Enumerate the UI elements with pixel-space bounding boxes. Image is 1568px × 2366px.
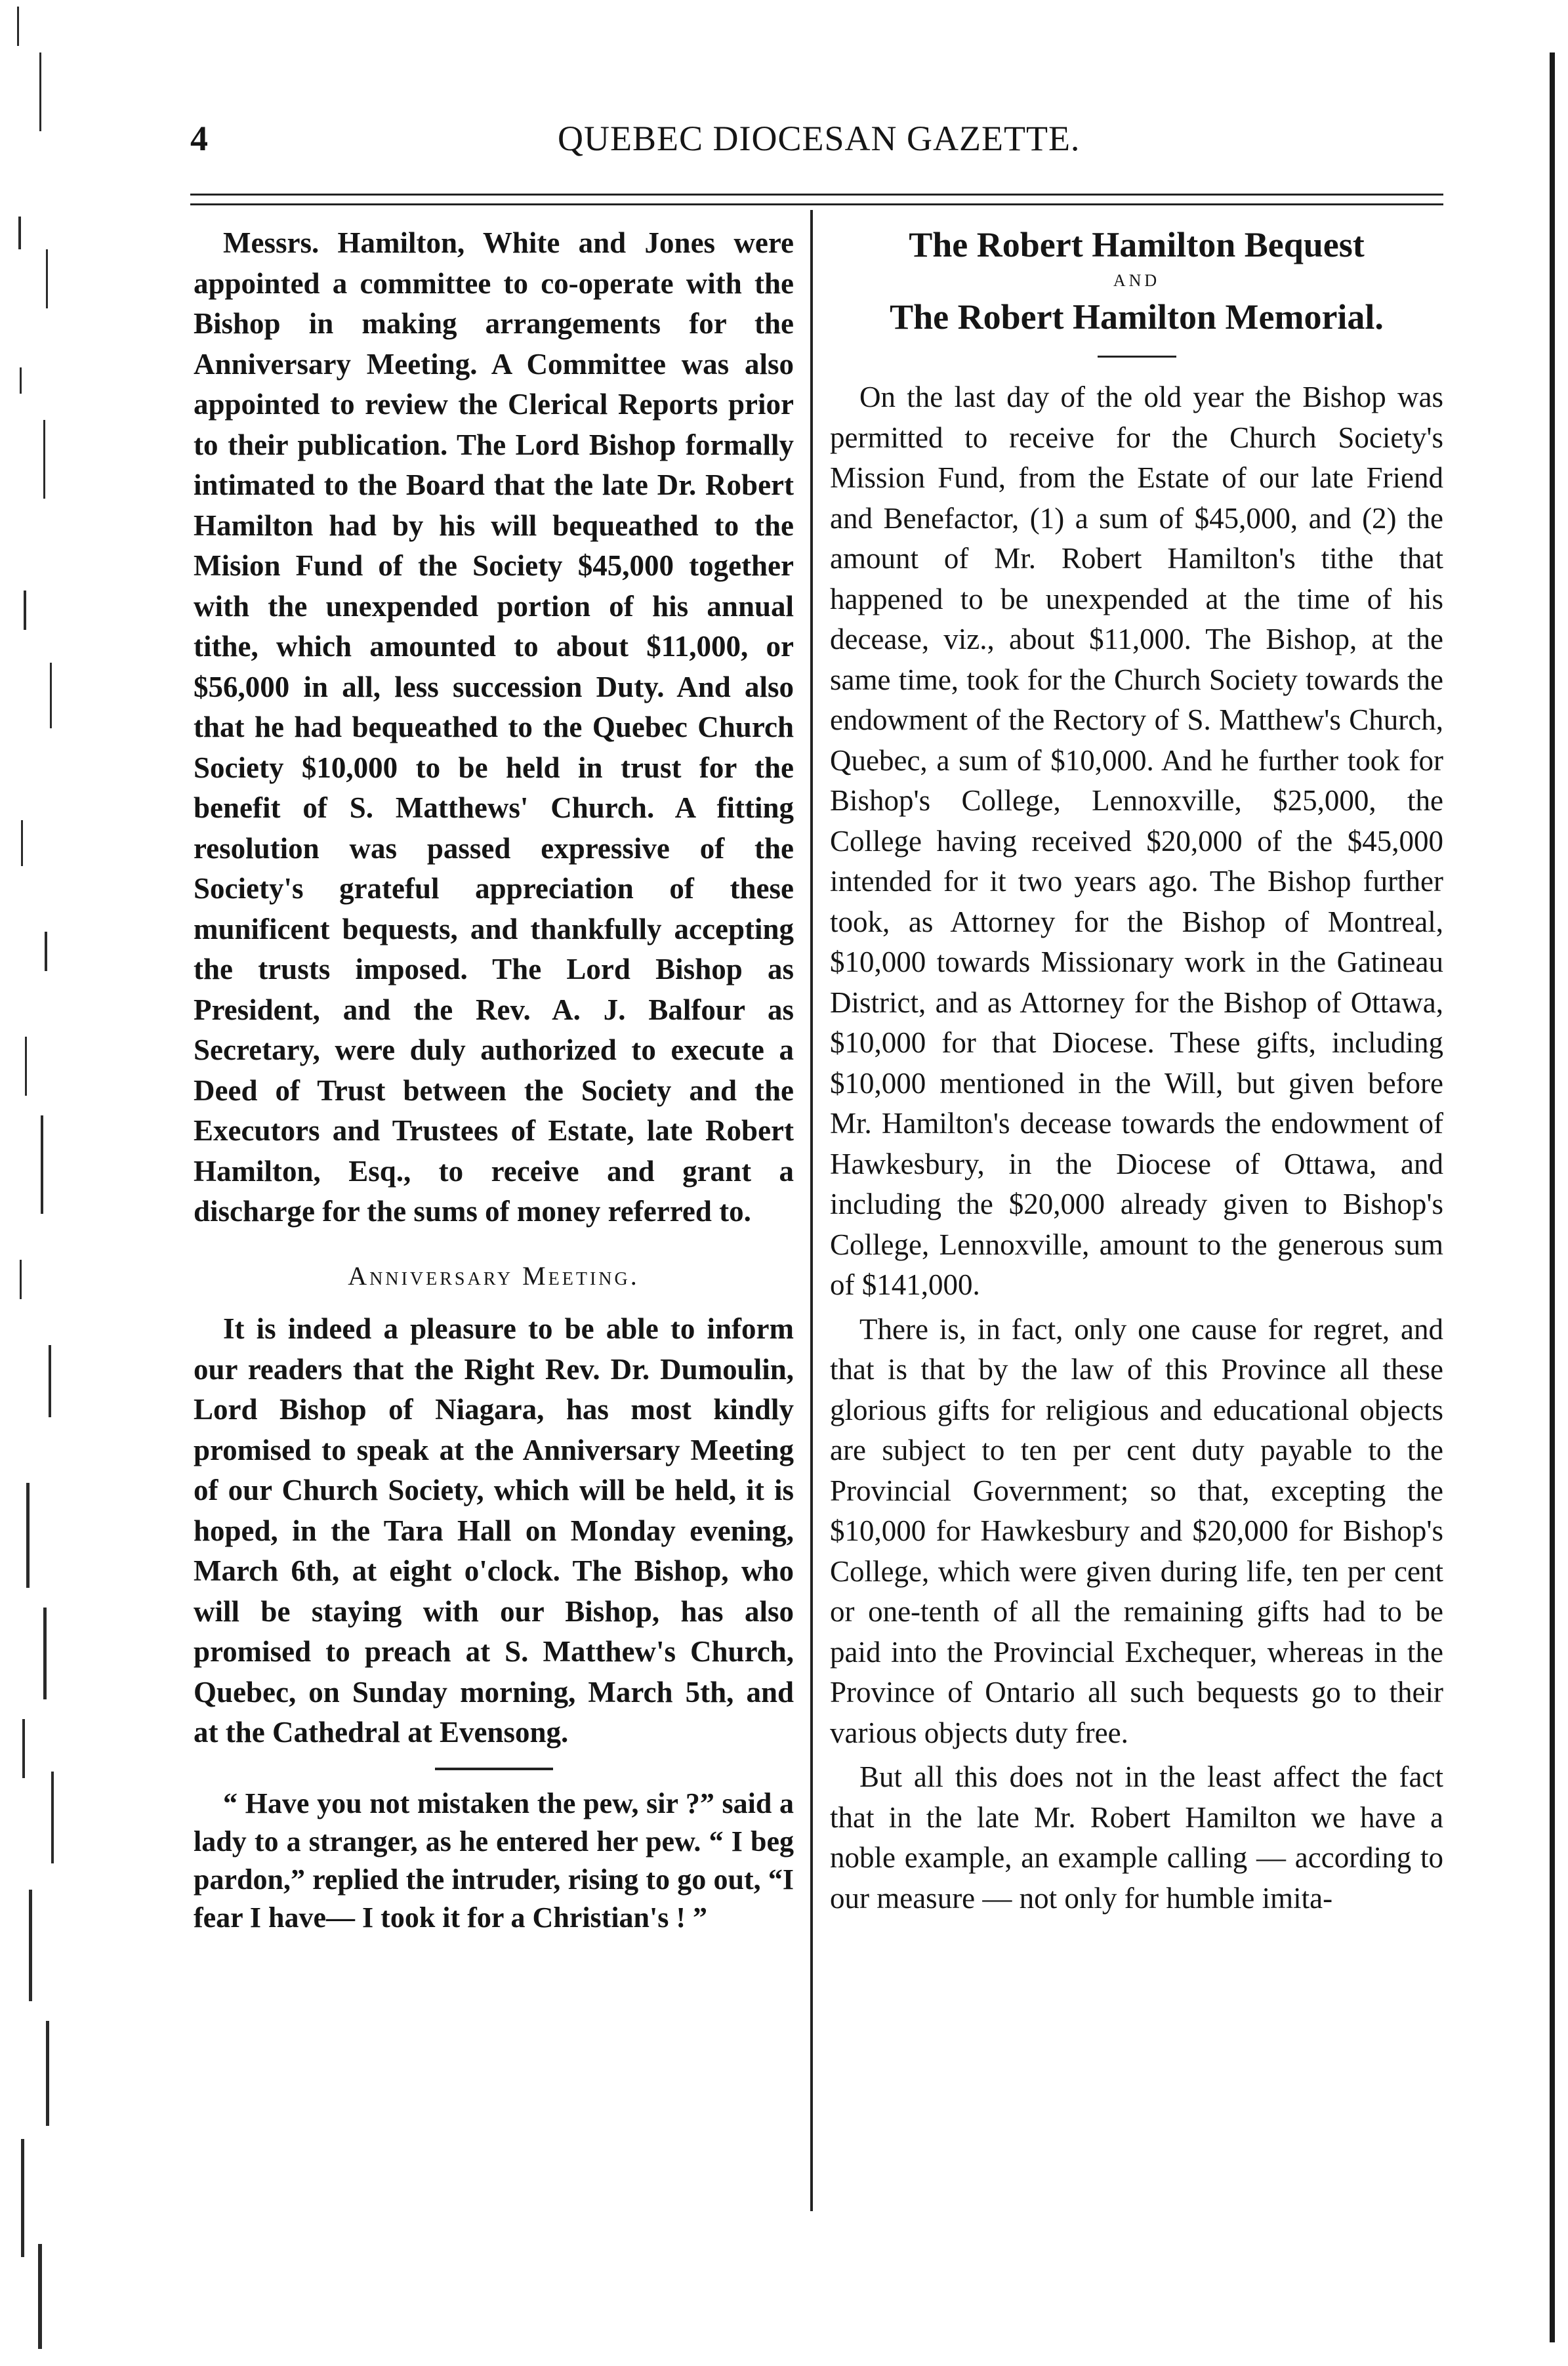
anniversary-paragraph: It is indeed a pleasure to be able to inform our readers that the Right Rev. Dr. Dumoulin, Lord Bishop of Niagara, has most kindly promised to speak at the Anniversary Meeting of our Church Society, which will be held, it is hoped, in the Tara Hall on Monday evening, March 6th, at eight o'clock. The Bishop, who will be staying with our Bishop, has also promised to preach at S. Matthew's Church, Quebec, on Sunday morning, March 5th, and at the Cathedral at Evensong.	[194, 1312, 794, 1749]
column-rule	[810, 210, 813, 2211]
page-title: QUEBEC DIOCESAN GAZETTE.	[558, 119, 1081, 158]
left-column	[194, 223, 794, 1937]
heading-divider	[1098, 356, 1176, 358]
right-margin-rule	[1550, 52, 1555, 2342]
section-divider	[435, 1768, 553, 1770]
bequest-heading: The Robert Hamilton Bequest	[909, 225, 1365, 264]
right-column	[830, 223, 1443, 1919]
scan-edge-marks	[12, 0, 64, 2366]
heading-and: AND	[1113, 271, 1161, 290]
page-header	[190, 118, 1443, 171]
regret-paragraph: There is, in fact, only one cause for regret, and that is that by the law of this Province all these glorious gifts for religious and educational objects are subject to ten per cent duty payable to the Provincial Government; so that, excepting the $10,000 for Hawkesbury and $20,000 for Bishop's College, which were given during life, ten per cent or one-tenth of all the remaining gifts had to be paid into the Provincial Exchequer, whereas in the Province of Ontario all such bequests go to their various objects duty free.	[830, 1312, 1443, 1749]
memorial-heading: The Robert Hamilton Memorial.	[890, 297, 1384, 337]
anniversary-meeting-heading: Anniversary Meeting.	[348, 1260, 640, 1291]
bequest-paragraph: On the last day of the old year the Bishop was permitted to receive for the Church Society's Mission Fund, from the Estate of our late Friend and Benefactor, (1) a sum of $45,000, and (2) the amount of Mr. Robert Hamilton's tithe that happened to be unexpended at the time of his decease, viz., about $11,000. The Bishop, at the same time, took for the Church Society towards the endowment of the Rectory of S. Matthew's Church, Quebec, a sum of $10,000. And he further took for Bishop's College, Lennoxville, $25,000, the College having received $20,000 of the $45,000 intended for it two years ago. The Bishop further took, as Attorney for the Bishop of Montreal, $10,000 towards Missionary work in the Gatineau District, and as Attorney for the Bishop of Ottawa, $10,000 for that Diocese. These gifts, including $10,000 mentioned in the Will, but given before Mr. Hamilton's decease towards the endowment of Hawkesbury, in the Diocese of Ottawa, and including the $20,000 already given to Bishop's College, Lennoxville, amount to the generous sum of $141,000.	[830, 381, 1443, 1301]
anecdote-paragraph: “ Have you not mistaken the pew, sir ?” said a lady to a stranger, as he entered her pew. “ I beg pardon,” replied the intruder, rising to go out, “I fear I have— I took it for a Christian's ! ”	[194, 1787, 794, 1934]
header-rule	[190, 194, 1443, 205]
page-number: 4	[190, 119, 208, 158]
committee-paragraph: Messrs. Hamilton, White and Jones were appointed a committee to co-operate with the Bishop in making arrangements for the Anniversary Meeting. A Committee was also appointed to review the Clerical Reports prior to their publication. The Lord Bishop formally intimated to the Board that the late Dr. Robert Hamilton had by his will bequeathed to the Mision Fund of the Society $45,000 together with the unexpended portion of his annual tithe, which amounted to about $11,000, or $56,000 in all, less succession Duty. And also that he had bequeathed to the Quebec Church Society $10,000 to be held in trust for the benefit of S. Matthews' Church. A fitting resolution was passed expressive of the Society's grateful appreciation of these munificent bequests, and thankfully accepting the trusts imposed. The Lord Bishop as President, and the Rev. A. J. Balfour as Secretary, were duly authorized to execute a Deed of Trust between the Society and the Executors and Trustees of Estate, late Robert Hamilton, Esq., to receive and grant a discharge for the sums of money referred to.	[194, 226, 794, 1228]
example-paragraph: But all this does not in the least affect the fact that in the late Mr. Robert Hamilton we have a noble example, an example calling — according to our measure — not only for humble imita-	[830, 1760, 1443, 1915]
